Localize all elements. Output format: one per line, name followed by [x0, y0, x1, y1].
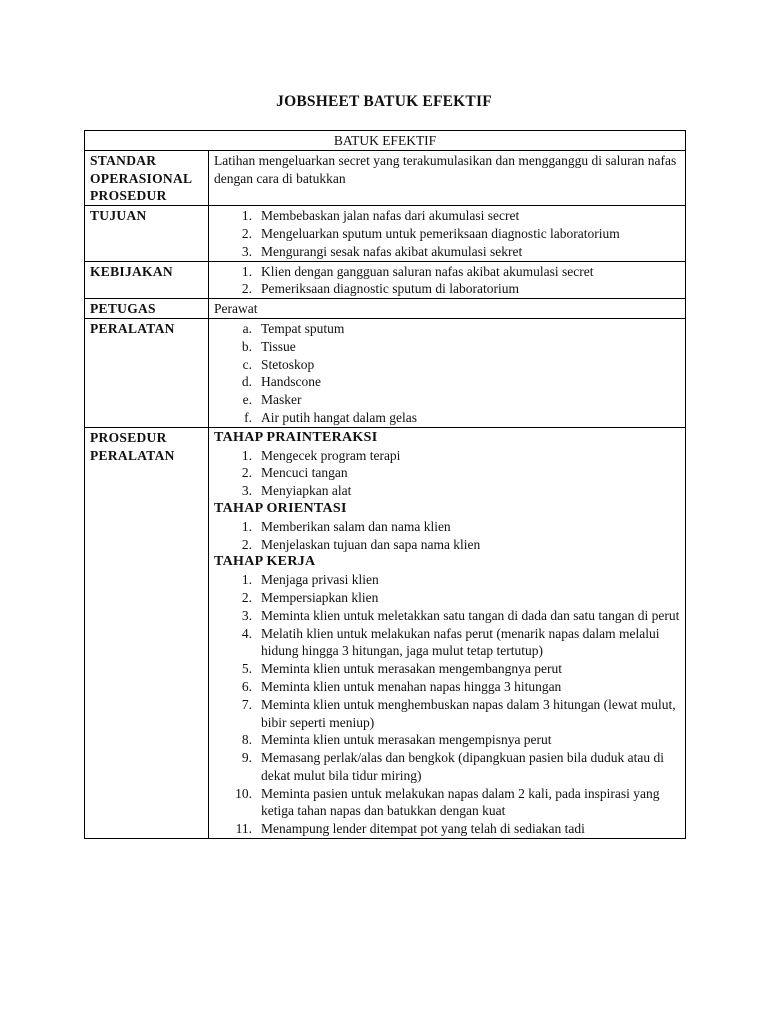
- list-item-number: 2.: [241, 589, 252, 605]
- list-item: [214, 391, 680, 409]
- list-item-text: Meminta klien untuk merasakan mengembangnya perut: [261, 661, 563, 677]
- list-item-number: 1.: [241, 208, 252, 224]
- section-heading: TAHAP KERJA: [214, 554, 316, 570]
- list-item-number: 1.: [241, 263, 252, 279]
- list-item-number: 9.: [241, 750, 252, 766]
- table-header: BATUK EFEKTIF: [85, 131, 686, 151]
- row-label-tujuan: TUJUAN: [85, 206, 209, 261]
- list-item-text: Mencuci tangan: [261, 465, 348, 481]
- row-label-kebijakan: KEBIJAKAN: [85, 261, 209, 299]
- list-item-text: Menjelaskan tujuan dan sapa nama klien: [261, 536, 481, 552]
- table-header-row: [85, 131, 686, 151]
- row-label-sop-line: OPERASIONAL: [90, 170, 193, 186]
- list-item-number: 2.: [241, 225, 252, 241]
- list-item-number: 2.: [241, 536, 252, 552]
- row-label-sop-line: PROSEDUR: [90, 188, 167, 204]
- list-item-text: Menjaga privasi klien: [261, 572, 379, 588]
- list-item-number: 1.: [241, 447, 252, 463]
- row-content-tujuan: [209, 206, 686, 261]
- list-item-text: Masker: [261, 392, 302, 408]
- list-item: [214, 338, 680, 356]
- list-item: [214, 696, 680, 732]
- list-item-text: Menampung lender ditempat pot yang telah di sediakan tadi: [261, 821, 585, 837]
- list-item-text: Tempat sputum: [261, 320, 345, 336]
- list-item: [214, 356, 680, 374]
- list-item-text: Mengeluarkan sputum untuk pemeriksaan diagnostic laboratorium: [261, 225, 620, 241]
- list-item-number: 2.: [241, 281, 252, 297]
- list-item-text: Mempersiapkan klien: [261, 589, 379, 605]
- row-label-petugas: PETUGAS: [85, 299, 209, 319]
- sop-definition: Latihan mengeluarkan secret yang terakumulasikan dan mengganggu di saluran nafas dengan cara di batukkan: [214, 152, 677, 186]
- list-item-text: Mengurangi sesak nafas akibat akumulasi sekret: [261, 243, 523, 259]
- list-item-number: 4.: [241, 625, 252, 641]
- list-item: [214, 820, 680, 838]
- list-orientasi: [214, 518, 680, 554]
- row-label-prosedur-line: PERALATAN: [90, 447, 175, 463]
- list-item: [214, 225, 680, 243]
- list-item-text: Meminta klien untuk meletakkan satu tangan di dada dan satu tangan di perut: [261, 607, 680, 623]
- list-kerja: [214, 571, 680, 838]
- row-label-prosedur: [85, 427, 209, 838]
- list-item: [214, 785, 680, 821]
- list-item-number: 2.: [241, 465, 252, 481]
- row-label-peralatan: PERALATAN: [85, 318, 209, 427]
- list-item: [214, 518, 680, 536]
- row-content-prosedur: [209, 427, 686, 838]
- list-item: [214, 589, 680, 607]
- list-item-text: Meminta klien untuk menahan napas hingga 3 hitungan: [261, 678, 562, 694]
- list-item-number: 3.: [241, 483, 252, 499]
- row-content-sop: [209, 150, 686, 205]
- list-item-number: c.: [242, 356, 252, 372]
- row-kebijakan: [85, 261, 686, 299]
- list-item-number: 1.: [241, 518, 252, 534]
- list-item: [214, 607, 680, 625]
- list-item: [214, 571, 680, 589]
- section-heading: TAHAP ORIENTASI: [214, 500, 347, 516]
- list-item-text: Stetoskop: [261, 356, 315, 372]
- row-content-peralatan: [209, 318, 686, 427]
- row-content-petugas: Perawat: [209, 299, 686, 319]
- list-item-number: 11.: [235, 821, 252, 837]
- list-item: [214, 207, 680, 225]
- row-tujuan: [85, 206, 686, 261]
- list-item-number: e.: [242, 392, 252, 408]
- list-item-text: Meminta klien untuk merasakan mengempisnya perut: [261, 732, 552, 748]
- list-item-text: Tissue: [261, 338, 296, 354]
- list-item-text: Meminta pasien untuk melakukan napas dalam 2 kali, pada inspirasi yang ketiga tahan napas dan batukkan dengan kuat: [261, 785, 660, 819]
- list-kebijakan: [214, 263, 680, 299]
- row-content-kebijakan: [209, 261, 686, 299]
- row-label-sop: [85, 150, 209, 205]
- list-item-text: Menyiapkan alat: [261, 483, 352, 499]
- list-item-number: f.: [244, 409, 252, 425]
- page-title: JOBSHEET BATUK EFEKTIF: [276, 93, 492, 110]
- list-item: [214, 536, 680, 554]
- list-item-number: 5.: [241, 661, 252, 677]
- list-item-text: Air putih hangat dalam gelas: [261, 409, 417, 425]
- list-item-text: Memberikan salam dan nama klien: [261, 518, 451, 534]
- list-item: [214, 243, 680, 261]
- list-item: [214, 409, 680, 427]
- list-item-number: 6.: [241, 678, 252, 694]
- list-item-number: a.: [242, 320, 252, 336]
- list-item: [214, 447, 680, 465]
- list-peralatan: [214, 320, 680, 427]
- list-item: [214, 280, 680, 298]
- row-petugas: [85, 299, 686, 319]
- list-item-text: Handscone: [261, 374, 321, 390]
- list-item: [214, 373, 680, 391]
- list-prainteraksi: [214, 447, 680, 500]
- list-tujuan: [214, 207, 680, 260]
- row-prosedur: [85, 427, 686, 838]
- row-peralatan: [85, 318, 686, 427]
- list-item-text: Pemeriksaan diagnostic sputum di laboratorium: [261, 281, 519, 297]
- list-item: [214, 464, 680, 482]
- list-item: [214, 678, 680, 696]
- list-item-text: Membebaskan jalan nafas dari akumulasi secret: [261, 208, 520, 224]
- row-label-prosedur-line: PROSEDUR: [90, 429, 167, 445]
- list-item-number: d.: [241, 374, 252, 390]
- list-item: [214, 482, 680, 500]
- list-item: [214, 731, 680, 749]
- list-item-text: Meminta klien untuk menghembuskan napas dalam 3 hitungan (lewat mulut, bibir seperti meniup): [261, 696, 676, 730]
- list-item-number: 10.: [235, 785, 252, 801]
- list-item-text: Memasang perlak/alas dan bengkok (dipangkuan pasien bila duduk atau di dekat mulut bila tidur miring): [261, 750, 665, 783]
- list-item: [214, 625, 680, 661]
- list-item-number: 8.: [241, 732, 252, 748]
- list-item: [214, 749, 680, 785]
- row-sop: [85, 150, 686, 205]
- row-label-sop-line: STANDAR: [90, 152, 157, 168]
- list-item-text: Klien dengan gangguan saluran nafas akibat akumulasi secret: [261, 263, 594, 279]
- list-item-number: 1.: [241, 572, 252, 588]
- list-item-text: Mengecek program terapi: [261, 447, 401, 463]
- list-item: [214, 320, 680, 338]
- section-heading: TAHAP PRAINTERAKSI: [214, 429, 378, 445]
- jobsheet-table: [84, 130, 686, 839]
- list-item-number: 3.: [241, 243, 252, 259]
- list-item-text: Melatih klien untuk melakukan nafas perut (menarik napas dalam melalui hidung hingga 3 hitungan, jaga mulut tetap tertutup): [261, 625, 660, 659]
- list-item-number: 3.: [241, 607, 252, 623]
- list-item: [214, 263, 680, 281]
- list-item-number: 7.: [241, 696, 252, 712]
- list-item: [214, 660, 680, 678]
- list-item-number: b.: [241, 338, 252, 354]
